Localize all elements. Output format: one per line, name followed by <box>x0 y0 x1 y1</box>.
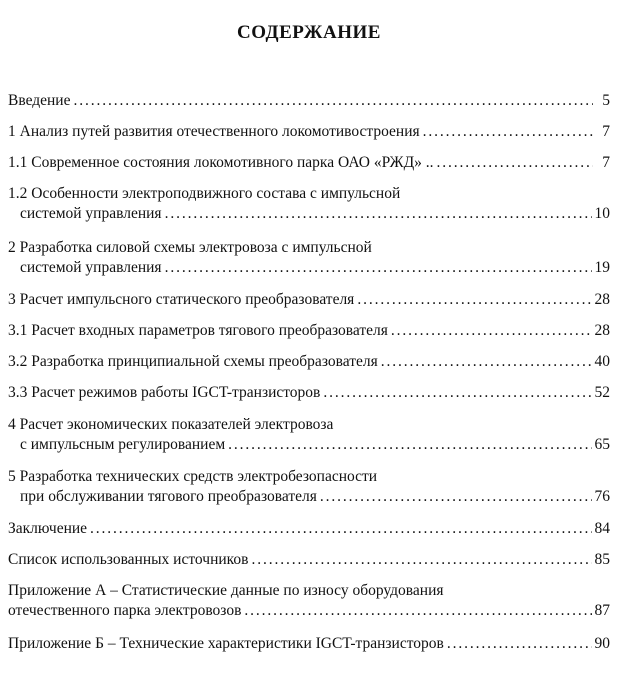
toc-page-number: 87 <box>594 602 610 619</box>
toc-page-number: 19 <box>594 259 610 276</box>
toc-entry-introduction[interactable] <box>8 91 610 111</box>
toc-entry-title: 2 Разработка силовой схемы электровоза с импульсной <box>8 239 372 256</box>
toc-entry-title: 4 Расчет экономических показателей электровоза <box>8 416 334 433</box>
toc-entry-title: 3.3 Расчет режимов работы IGCT-транзисторов <box>8 384 321 401</box>
toc-entry-1-2[interactable] <box>8 184 610 224</box>
toc-leader-dots <box>251 550 591 570</box>
toc-entry-3-2[interactable] <box>8 352 610 372</box>
toc-page-number: 84 <box>594 520 610 537</box>
toc-entry-3[interactable] <box>8 290 610 310</box>
toc-entry-title: 3 Расчет импульсного статического преобразователя <box>8 291 355 308</box>
toc-entry-appendix-a[interactable] <box>8 581 610 621</box>
toc-entry-title-continued: системой управления <box>20 259 162 276</box>
toc-entry-title: 5 Разработка технических средств электробезопасности <box>8 468 378 485</box>
toc-page-number: 10 <box>594 205 610 222</box>
toc-page-number: 28 <box>594 322 610 339</box>
toc-leader-dots <box>90 519 591 539</box>
toc-entry-appendix-b[interactable] <box>8 634 610 654</box>
toc-entry-title: Заключение <box>8 520 88 537</box>
toc-page-number: 90 <box>594 635 610 652</box>
toc-entry-3-1[interactable] <box>8 321 610 341</box>
toc-entry-title-continued: отечественного парка электровозов <box>8 602 242 619</box>
toc-leader-dots <box>381 352 592 372</box>
toc-leader-dots <box>357 290 591 310</box>
toc-leader-dots <box>165 204 592 224</box>
toc-page-number: 65 <box>594 436 610 453</box>
page-title: СОДЕРЖАНИЕ <box>237 22 381 43</box>
toc-page-number: 76 <box>594 488 610 505</box>
toc-leader-dots <box>73 91 593 111</box>
toc-entry-title-continued: с импульсным регулированием <box>20 436 226 453</box>
toc-page-number: 28 <box>594 291 610 308</box>
toc-leader-dots <box>244 601 591 621</box>
toc-entry-1[interactable] <box>8 122 610 142</box>
toc-entry-references[interactable] <box>8 550 610 570</box>
toc-entry-title: 1 Анализ путей развития отечественного локомотивостроения <box>8 123 420 140</box>
toc-entry-conclusion[interactable] <box>8 519 610 539</box>
toc-leader-dots <box>423 122 593 142</box>
toc-entry-title: 3.1 Расчет входных параметров тягового преобразователя <box>8 322 388 339</box>
toc-leader-dots <box>228 435 591 455</box>
toc-leader-dots <box>323 383 591 403</box>
toc-leader-dots <box>437 153 593 173</box>
toc-entry-title-continued: при обслуживании тягового преобразователя <box>20 488 317 505</box>
toc-entry-title: 1.1 Современное состояния локомотивного парка ОАО «РЖД» .. <box>8 154 434 171</box>
toc-leader-dots <box>447 634 592 654</box>
toc-entry-title: Приложение А – Статистические данные по износу оборудования <box>8 582 444 599</box>
toc-page-number: 85 <box>594 551 610 568</box>
toc-entry-title: 1.2 Особенности электроподвижного состава с импульсной <box>8 185 401 202</box>
toc-entry-title: Список использованных источников <box>8 551 249 568</box>
toc-entry-title-continued: системой управления <box>20 205 162 222</box>
toc-leader-dots <box>320 487 592 507</box>
toc-page-number: 52 <box>594 384 610 401</box>
toc-entry-title: Введение <box>8 92 71 109</box>
toc-leader-dots <box>165 258 592 278</box>
toc-page-number: 40 <box>594 353 610 370</box>
toc-page-number: 5 <box>602 92 610 109</box>
toc-entry-1-1[interactable] <box>8 153 610 173</box>
toc-entry-3-3[interactable] <box>8 383 610 403</box>
toc-page-number: 7 <box>602 123 610 140</box>
toc-page-number: 7 <box>602 154 610 171</box>
toc-leader-dots <box>391 321 592 341</box>
toc-entry-title: Приложение Б – Технические характеристики IGCT-транзисторов <box>8 635 444 652</box>
toc-entry-4[interactable] <box>8 415 610 455</box>
toc-entry-title: 3.2 Разработка принципиальной схемы преобразователя <box>8 353 378 370</box>
toc-entry-5[interactable] <box>8 467 610 507</box>
toc-entry-2[interactable] <box>8 238 610 278</box>
